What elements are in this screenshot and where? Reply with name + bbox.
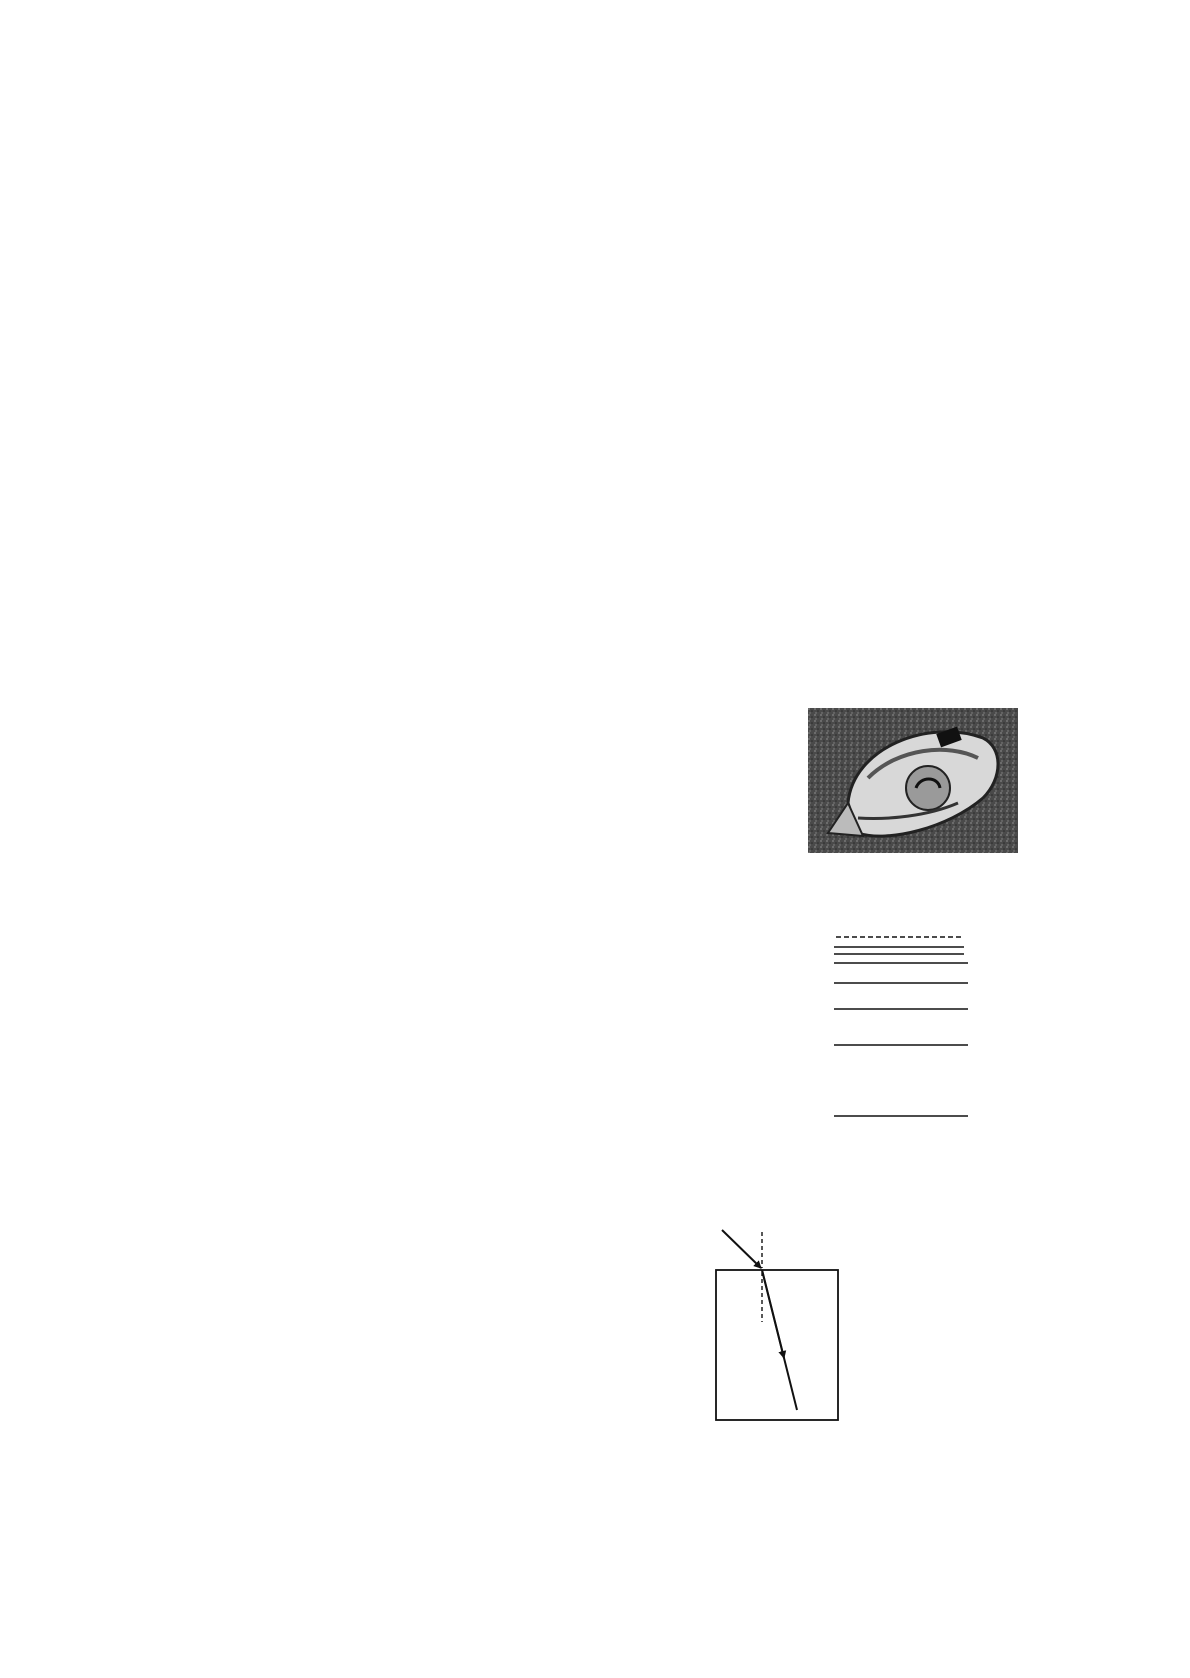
medium-a-block <box>716 1270 838 1420</box>
medium-a-incident-ray <box>722 1230 761 1268</box>
medium-a-panel <box>716 1230 838 1420</box>
energy-level-diagram <box>810 905 1040 1130</box>
medium-a-refracted-arrow <box>762 1270 784 1358</box>
food-bag-photo <box>808 708 1018 853</box>
refraction-diagram <box>700 1222 1030 1472</box>
